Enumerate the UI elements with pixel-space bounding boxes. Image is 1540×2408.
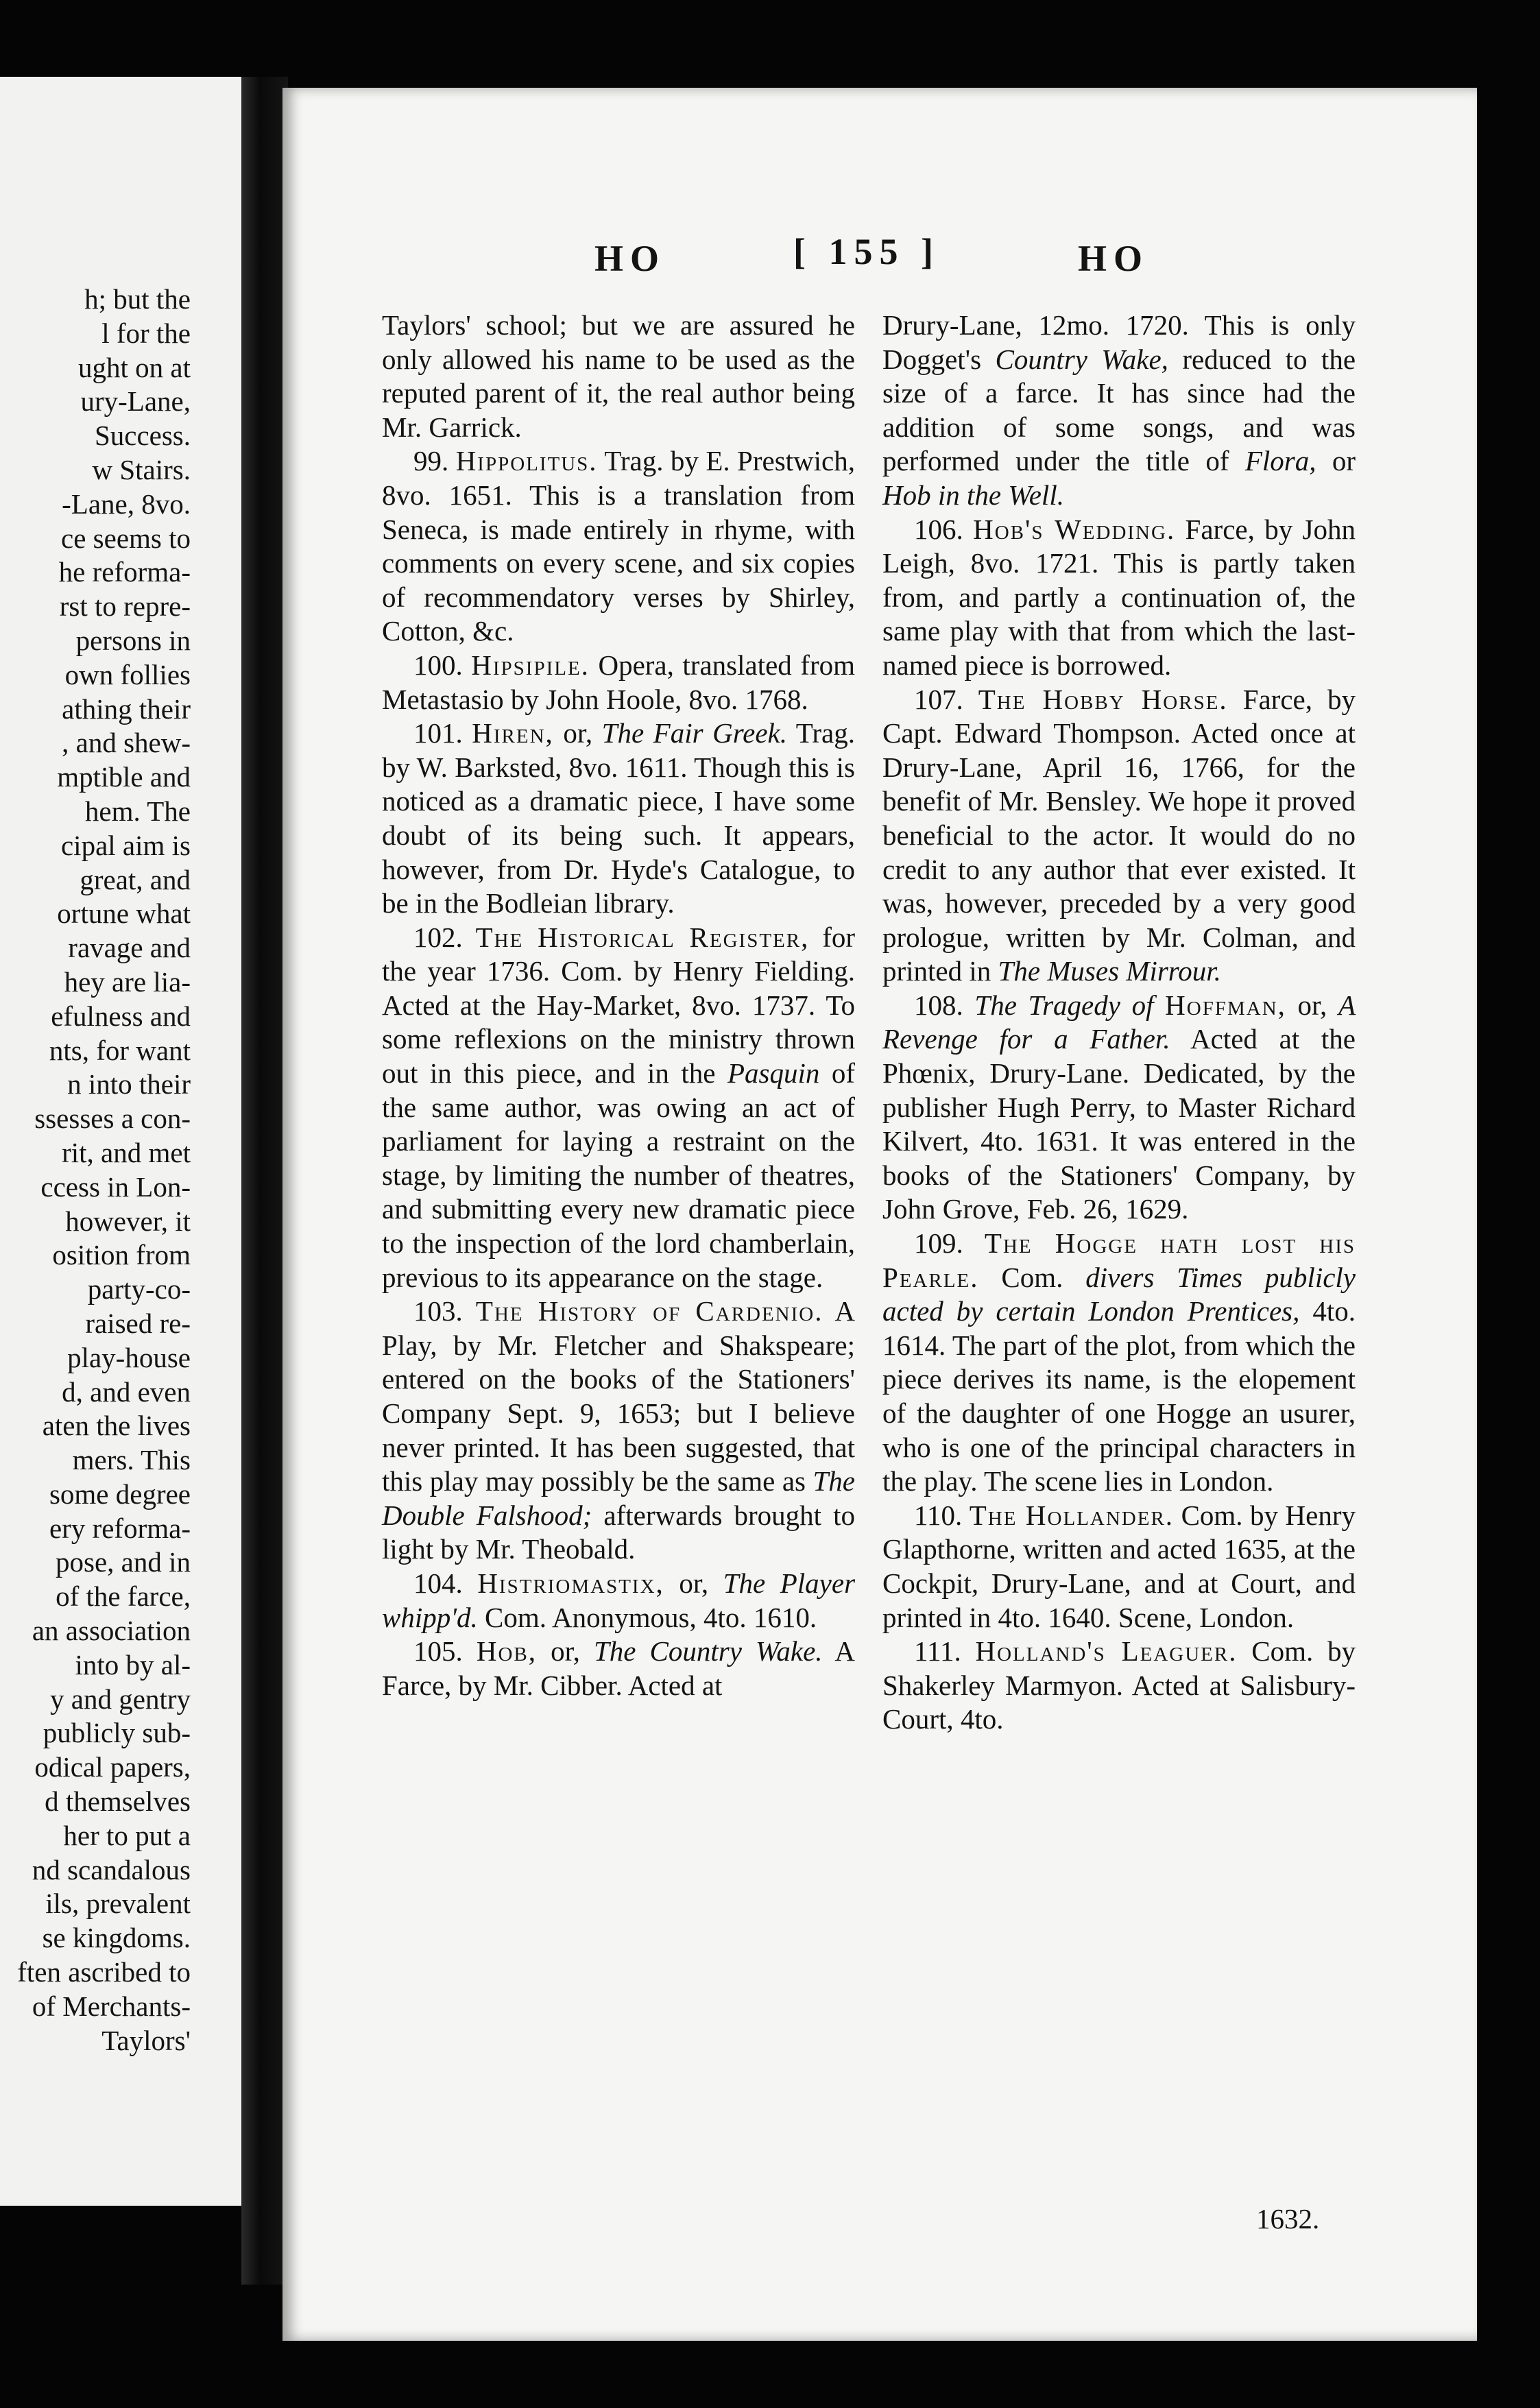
left-page-line: her to put a: [63, 1819, 191, 1851]
left-page-line: d, and even: [62, 1375, 191, 1408]
left-page-line: he reforma-: [58, 556, 191, 588]
left-page-fragment: [0, 77, 241, 2206]
left-page-line: Taylors': [101, 2024, 191, 2056]
left-page-line: ccess in Lon-: [40, 1170, 191, 1203]
left-page-line: an association: [32, 1615, 191, 1647]
left-page-line: ravage and: [68, 932, 191, 964]
left-page-line: hem. The: [84, 795, 191, 827]
left-page-line: raised re-: [85, 1307, 191, 1339]
left-page-line: party-co-: [87, 1273, 191, 1305]
left-page-line: of Merchants-: [32, 1990, 191, 2022]
left-page-line: hey are lia-: [64, 965, 191, 998]
header-right: HO: [1078, 238, 1150, 279]
left-page-line: efulness and: [51, 1000, 191, 1032]
entry-105: 105. Hob, or, The Country Wake. A Farce, by Mr. Cibber. Acted at: [382, 1635, 855, 1701]
left-page-line: publicly sub-: [43, 1717, 191, 1749]
entry-102: 102. The Historical Register, for the year 1736. Com. by Henry Fielding. Acted at the Hay-Market, 8vo. 1737. To some reflexions on the ministry thrown out in this piece, and in the Pasquin of the same author, was owing an act of parliament for laying a restraint on the stage, by limiting the number of theatres, and submitting every new dramatic piece to the inspection of the lord chamberlain, previous to its appearance on the stage.: [382, 921, 856, 1293]
entry-continuation: Taylors' school; but we are assured he only allowed his name to be used as the reputed parent of it, the real author being Mr. Garrick.: [382, 309, 855, 443]
entry-107: 107. The Hobby Horse. Farce, by Capt. Edward Thompson. Acted once at Drury-Lane, April 16, 1766, for the benefit of Mr. Bensley. We hope it proved beneficial to the actor. It would do no credit to any author that ever existed. It was, however, preceded by a very good prologue, written by Mr. Colman, and printed in The Muses Mirrour.: [882, 683, 1356, 987]
left-page-line: cipal aim is: [60, 829, 191, 861]
left-page-line: se kingdoms.: [42, 1922, 191, 1954]
left-page-line: l for the: [101, 317, 191, 349]
left-page-line: ught on at: [78, 351, 191, 383]
left-page-line: rit, and met: [62, 1136, 191, 1168]
left-page-line: Success.: [94, 420, 191, 452]
left-page-line: however, it: [65, 1205, 191, 1237]
left-page-line: nd scandalous: [32, 1853, 191, 1886]
left-page-line: n into their: [67, 1068, 191, 1100]
left-page-line: -Lane, 8vo.: [62, 487, 191, 520]
left-page-line: ery reforma-: [49, 1512, 191, 1544]
left-page-line: ortune what: [57, 898, 191, 930]
entry-110: 110. The Hollander. Com. by Henry Glapthorne, written and acted 1635, at the Cockpit, Drury-Lane, and at Court, and printed in 4to. 1640. Scene, London.: [882, 1499, 1356, 1633]
header-left: HO: [594, 238, 666, 279]
entry-106: 106. Hob's Wedding. Farce, by John Leigh, 8vo. 1721. This is partly taken from, and partly a continuation of, the same play with that from which the last-named piece is borrowed.: [882, 513, 1356, 681]
left-page-line: of the farce,: [56, 1580, 191, 1613]
left-page-line: odical papers,: [34, 1751, 191, 1783]
left-page-line: y and gentry: [50, 1683, 191, 1715]
entry-108: 108. The Tragedy of Hoffman, or, A Revenge for a Father. Acted at the Phœnix, Drury-Lane. Dedicated, by the publisher Hugh Perry, to Master Richard Kilvert, 4to. 1631. It was entered in the books of the Stationers' Company, by John Grove, Feb. 26, 1629.: [882, 989, 1356, 1225]
entry-105-continuation: Drury-Lane, 12mo. 1720. This is only Dogget's Country Wake, reduced to the size of a farce. It has since had the addition of some songs, and was performed under the title of Flora, or Hob in the Well.: [882, 309, 1356, 511]
left-page-line: ury-Lane,: [80, 385, 191, 418]
entry-103: 103. The History of Cardenio. A Play, by Mr. Fletcher and Shakspeare; entered on the books of the Stationers' Company Sept. 9, 1653; but I believe never printed. It has been suggested, that this play may possibly be the same as The Double Falshood; afterwards brought to light by Mr. Theobald.: [382, 1295, 855, 1565]
left-page-line: play-house: [67, 1341, 191, 1373]
left-page-line: persons in: [75, 624, 191, 656]
left-page-line: some degree: [49, 1478, 191, 1510]
left-page-line: into by al-: [75, 1648, 191, 1681]
left-page-text: [0, 282, 191, 2058]
left-page-line: mptible and: [57, 761, 191, 793]
left-page-line: osition from: [52, 1239, 191, 1271]
running-header: [282, 231, 1477, 292]
left-page-line: aten the lives: [42, 1410, 191, 1442]
entry-101: 101. Hiren, or, The Fair Greek. Trag. by W. Barksted, 8vo. 1611. Though this is noticed as a dramatic piece, I have some doubt of its being such. It appears, however, from Dr. Hyde's Catalogue, to be in the Bodleian library.: [382, 717, 855, 919]
left-page-line: ften ascribed to: [17, 1956, 191, 1988]
entry-100: 100. Hipsipile. Opera, translated from Metastasio by John Hoole, 8vo. 1768.: [382, 649, 856, 715]
page-number: [ 155 ]: [793, 231, 940, 272]
left-page-line: ils, prevalent: [45, 1888, 191, 1920]
left-page-line: , and shew-: [62, 727, 191, 759]
entry-99: 99. Hippolitus. Trag. by E. Prestwich, 8vo. 1651. This is a translation from Seneca, is made entirely in rhyme, with comments on every scene, and six copies of recommendatory verses by Shirley, Cotton, &c.: [382, 445, 856, 647]
left-page-line: h; but the: [84, 283, 191, 315]
entry-104: 104. Histriomastix, or, The Player whipp'd. Com. Anonymous, 4to. 1610.: [382, 1567, 856, 1633]
book-gutter: [241, 77, 288, 2285]
entry-109: 109. The Hogge hath lost his Pearle. Com. divers Times publicly acted by certain London Prentices, 4to. 1614. The part of the plot, from which the piece derives its name, is the elopement of the daughter of one Hogge an usurer, who is one of the principal characters in the play. The scene lies in London.: [882, 1227, 1356, 1497]
left-page-line: ce seems to: [61, 522, 191, 554]
left-page-line: rst to repre-: [59, 590, 191, 623]
left-page-line: ssesses a con-: [34, 1103, 191, 1135]
left-page-line: own follies: [64, 658, 191, 690]
left-page-line: athing their: [62, 693, 191, 725]
left-page-line: great, and: [80, 863, 191, 895]
column-left: [382, 309, 855, 1702]
left-page-line: pose, and in: [56, 1546, 191, 1578]
left-page-line: d themselves: [45, 1785, 191, 1818]
left-page-line: nts, for want: [49, 1034, 191, 1066]
left-page-line: w Stairs.: [92, 453, 191, 485]
right-page: [282, 88, 1477, 2341]
catchword: 1632.: [1256, 2203, 1320, 2235]
entry-111: 111. Holland's Leaguer. Com. by Shakerley Marmyon. Acted at Salisbury-Court, 4to.: [882, 1635, 1356, 1735]
column-right: [882, 309, 1356, 1737]
left-page-line: mers. This: [72, 1444, 191, 1476]
